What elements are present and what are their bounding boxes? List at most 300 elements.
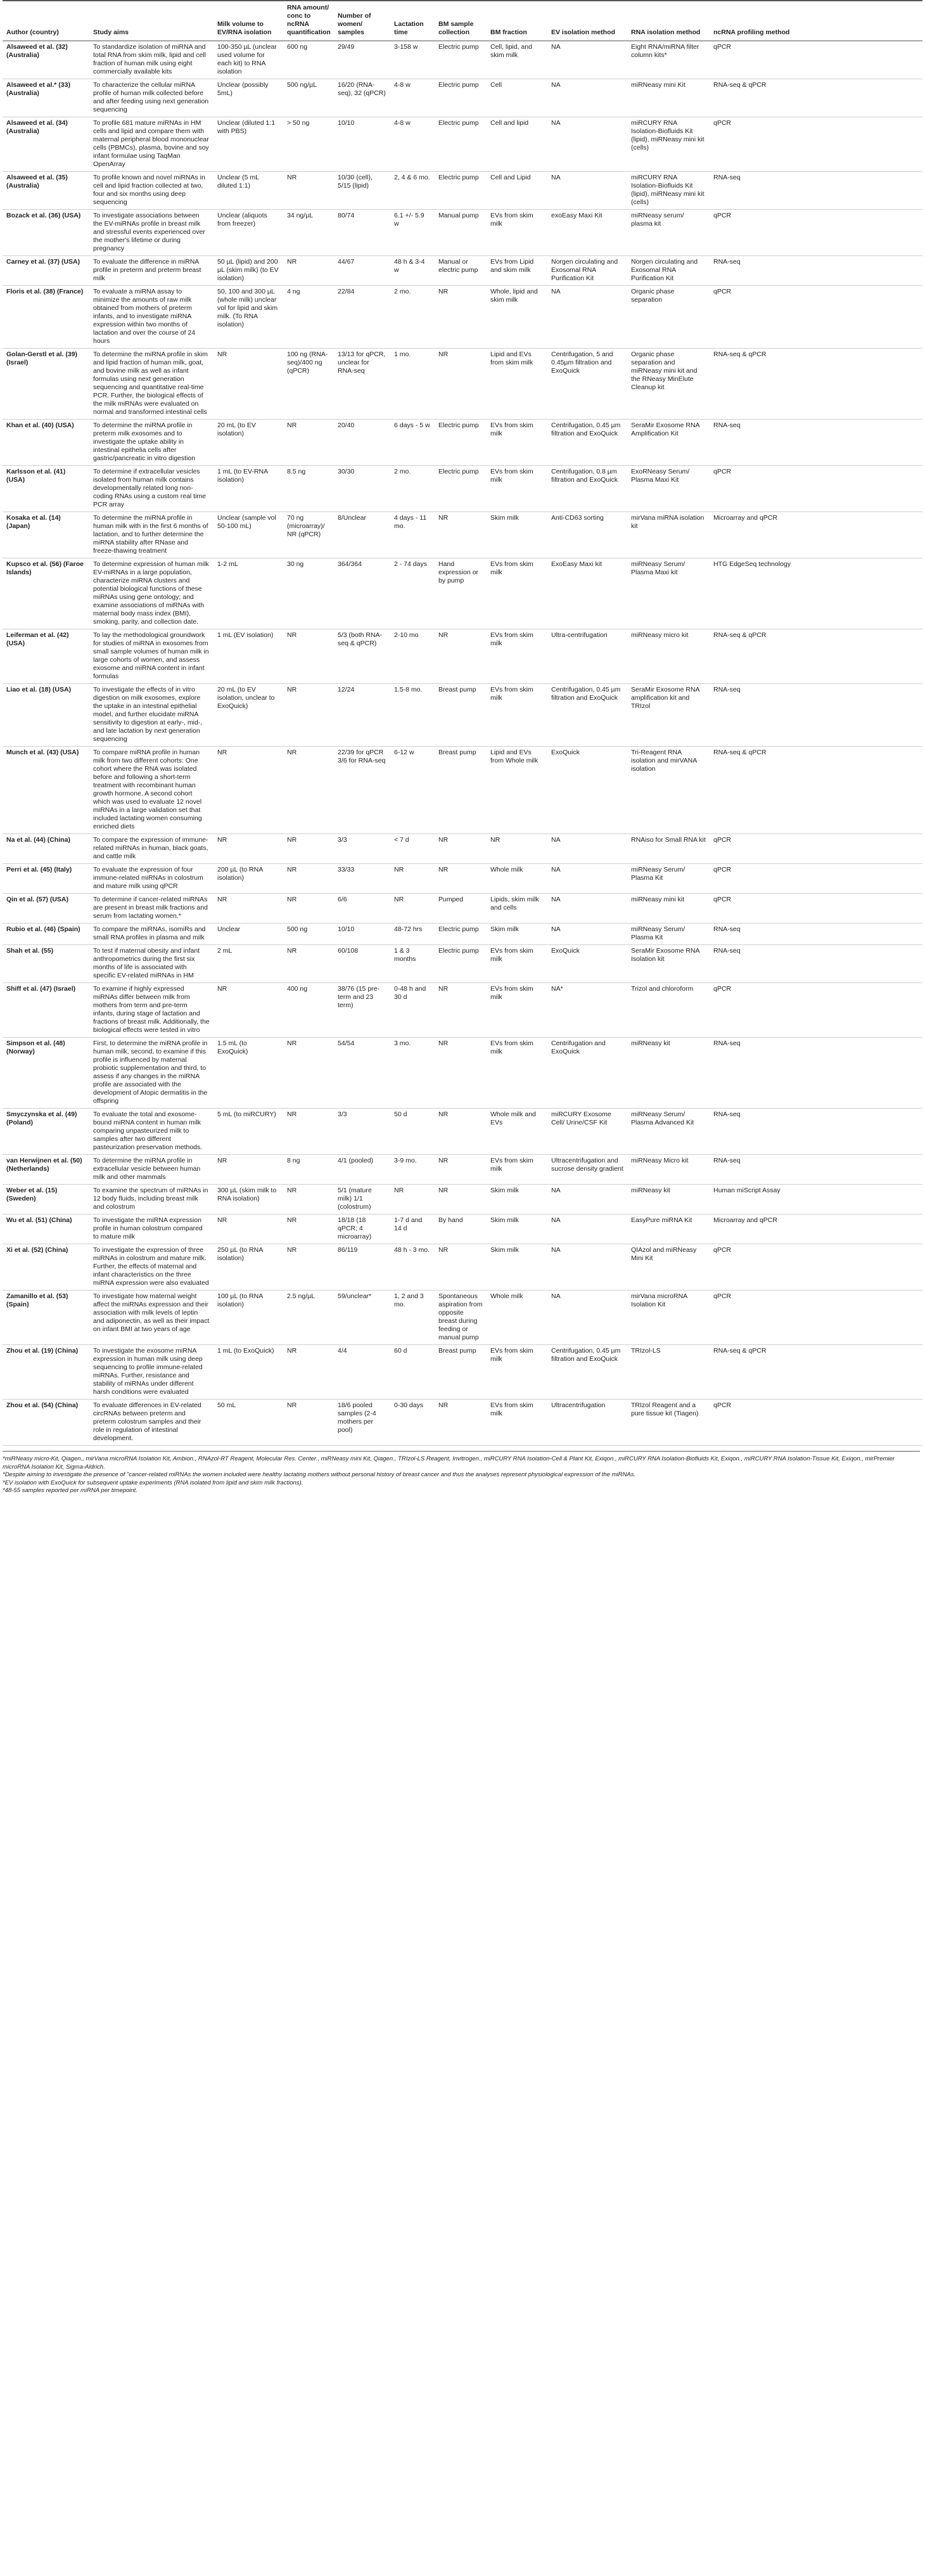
ev-isolation-cell: NA — [547, 924, 627, 945]
table-row — [3, 1038, 922, 1109]
ev-isolation-cell: Anti-CD63 sorting — [547, 512, 627, 558]
milk-volume-cell: Unclear (aliquots from freezer) — [214, 210, 283, 256]
women-samples-cell: 12/24 — [334, 684, 390, 747]
profiling-method-cell: RNA-seq — [710, 684, 922, 747]
profiling-method-cell: RNA-seq & qPCR — [710, 349, 922, 420]
ev-isolation-cell: NA — [547, 1244, 627, 1291]
women-samples-cell: 86/119 — [334, 1244, 390, 1291]
bm-fraction-cell: Skim milk — [487, 924, 547, 945]
table-row — [3, 1109, 922, 1155]
profiling-method-cell: RNA-seq & qPCR — [710, 79, 922, 117]
milk-volume-cell: 300 µL (skim milk to RNA isolation) — [214, 1185, 283, 1214]
milk-volume-cell: Unclear (possibly 5mL) — [214, 79, 283, 117]
author-cell: Xi et al. (52) (China) — [3, 1244, 89, 1291]
rna-amount-cell: 70 ng (microarray)/ NR (qPCR) — [283, 512, 334, 558]
bm-fraction-cell: Whole milk — [487, 1291, 547, 1345]
author-cell: Bozack et al. (36) (USA) — [3, 210, 89, 256]
bm-fraction-cell: EVs from skim milk — [487, 1155, 547, 1185]
study-aims-cell: To examine if highly expressed miRNAs differ between milk from mothers from term and pre-term infants, during stage of lactation and fractions of breast milk. Additionally, the biological effects were tested in vitro — [89, 983, 214, 1038]
profiling-method-cell: RNA-seq & qPCR — [710, 1345, 922, 1400]
lactation-time-cell: 6 days - 5 w — [390, 420, 435, 466]
sample-collection-cell: NR — [435, 864, 487, 894]
women-samples-cell: 38/76 (15 pre-term and 23 term) — [334, 983, 390, 1038]
bm-fraction-cell: EVs from skim milk — [487, 1345, 547, 1400]
column-header: ncRNA profiling method — [710, 1, 922, 41]
ev-isolation-cell: NA — [547, 79, 627, 117]
author-cell: Khan et al. (40) (USA) — [3, 420, 89, 466]
milk-volume-cell: Unclear (5 mL diluted 1:1) — [214, 172, 283, 210]
milk-volume-cell: 1 mL (EV isolation) — [214, 629, 283, 684]
rna-isolation-cell: miRNeasy serum/ plasma kit — [627, 210, 710, 256]
study-aims-cell: To determine the miRNA profile in extracellular vesicle between human milk and other mammals — [89, 1155, 214, 1185]
table-row — [3, 629, 922, 684]
rna-isolation-cell: miRNeasy kit — [627, 1185, 710, 1214]
table-row — [3, 117, 922, 172]
rna-amount-cell: NR — [283, 894, 334, 924]
column-header: Study aims — [89, 1, 214, 41]
rna-isolation-cell: Trizol and chloroform — [627, 983, 710, 1038]
column-header: EV isolation method — [547, 1, 627, 41]
profiling-method-cell: qPCR — [710, 864, 922, 894]
rna-isolation-cell: miRCURY RNA Isolation-Biofluids Kit (lipid), miRNeasy mini kit (cells) — [627, 117, 710, 172]
lactation-time-cell: 1 & 3 months — [390, 945, 435, 983]
rna-amount-cell: 100 ng (RNA-seq)/400 ng (qPCR) — [283, 349, 334, 420]
rna-amount-cell: 4 ng — [283, 286, 334, 349]
study-aims-cell: To determine the miRNA profile in preterm milk exosomes and to investigate the uptake ability in intestinal epithelia cells after gastric/pancreatic in vitro digestion — [89, 420, 214, 466]
rna-amount-cell: 2.5 ng/µL — [283, 1291, 334, 1345]
rna-amount-cell: 8 ng — [283, 1155, 334, 1185]
table-row — [3, 172, 922, 210]
bm-fraction-cell: Cell and Lipid — [487, 172, 547, 210]
rna-isolation-cell: Eight RNA/miRNA filter column kits* — [627, 41, 710, 79]
lactation-time-cell: 4-8 w — [390, 117, 435, 172]
column-header: Number of women/ samples — [334, 1, 390, 41]
column-header: Lactation time — [390, 1, 435, 41]
milk-volume-cell: 50 mL — [214, 1400, 283, 1446]
sample-collection-cell: Manual or electric pump — [435, 256, 487, 286]
column-header: BM sample collection — [435, 1, 487, 41]
women-samples-cell: 60/108 — [334, 945, 390, 983]
ev-isolation-cell: NA* — [547, 983, 627, 1038]
milk-volume-cell: 1-2 mL — [214, 558, 283, 629]
sample-collection-cell: NR — [435, 1244, 487, 1291]
author-cell: Qin et al. (57) (USA) — [3, 894, 89, 924]
rna-isolation-cell: RNAiso for Small RNA kit — [627, 834, 710, 864]
rna-isolation-cell: miRNeasy mini kit — [627, 894, 710, 924]
table-footnotes — [3, 1451, 920, 1495]
milk-volume-cell: 250 µL (to RNA isolation) — [214, 1244, 283, 1291]
lactation-time-cell: 48 h & 3-4 w — [390, 256, 435, 286]
ev-isolation-cell: NA — [547, 41, 627, 79]
ev-isolation-cell: NA — [547, 286, 627, 349]
table-row — [3, 420, 922, 466]
ev-isolation-cell: NA — [547, 894, 627, 924]
milk-volume-cell: NR — [214, 1214, 283, 1244]
bm-fraction-cell: Cell and lipid — [487, 117, 547, 172]
table-row — [3, 1214, 922, 1244]
study-aims-cell: To evaluate the total and exosome-bound miRNA content in human milk comparing unpasteurized milk to samples after two different pasteurization preservation methods. — [89, 1109, 214, 1155]
profiling-method-cell: RNA-seq & qPCR — [710, 629, 922, 684]
ev-isolation-cell: Centrifugation and ExoQuick — [547, 1038, 627, 1109]
study-aims-cell: To evaluate the expression of four immune-related miRNAs in colostrum and mature milk using qPCR — [89, 864, 214, 894]
study-aims-cell: To determine if cancer-related miRNAs are present in breast milk fractions and serum from lactating women.* — [89, 894, 214, 924]
study-aims-cell: To compare the miRNAs, isomiRs and small RNA profiles in plasma and milk — [89, 924, 214, 945]
women-samples-cell: 22/39 for qPCR 3/6 for RNA-seq — [334, 747, 390, 834]
rna-isolation-cell: QIAzol and miRNeasy Mini Kit — [627, 1244, 710, 1291]
bm-fraction-cell: Skim milk — [487, 1244, 547, 1291]
lactation-time-cell: 4-8 w — [390, 79, 435, 117]
lactation-time-cell: 0-48 h and 30 d — [390, 983, 435, 1038]
sample-collection-cell: Electric pump — [435, 41, 487, 79]
study-aims-cell: To standardize isolation of miRNA and total RNA from skim milk, lipid and cell fraction of human milk using eight commercially available kits — [89, 41, 214, 79]
rna-isolation-cell: TRIzol Reagent and a pure tissue kit (Tiagen) — [627, 1400, 710, 1446]
rna-isolation-cell: miRNeasy mini Kit — [627, 79, 710, 117]
rna-isolation-cell: miRNeasy Serum/ Plasma Kit — [627, 864, 710, 894]
footnote: *miRNeasy micro-Kit, Qiagen., mirVana microRNA Isolation Kit, Ambion., RNAzol-RT Reagent, Molecular Res. Center., miRNeasy mini Kit, Qiagen., TRIzol-LS Reagent, Invitrogen., miRCURY RNA Isolation-Cell & Plant Kit, Exiqon., miRCURY RNA Isolation-Biofluids Kit, Exiqon., miRCURY RNA Isolation-Tissue Kit, Exiqon., mirPremier microRNA Isolation Kit, Sigma-Aldrich. — [3, 1455, 895, 1471]
milk-volume-cell: 20 mL (to EV isolation, unclear to ExoQuick) — [214, 684, 283, 747]
rna-isolation-cell: miRCURY RNA Isolation-Biofluids Kit (lipid), miRNeasy mini kit (cells) — [627, 172, 710, 210]
sample-collection-cell: NR — [435, 286, 487, 349]
rna-isolation-cell: miRNeasy Serum/ Plasma Maxi kit — [627, 558, 710, 629]
study-aims-cell: To investigate the miRNA expression profile in human colostrum compared to mature milk — [89, 1214, 214, 1244]
sample-collection-cell: NR — [435, 1038, 487, 1109]
table-row — [3, 79, 922, 117]
column-header: Author (country) — [3, 1, 89, 41]
ev-isolation-cell: NA — [547, 834, 627, 864]
author-cell: Alsaweed et al. (35) (Australia) — [3, 172, 89, 210]
author-cell: Shiff et al. (47) (Israel) — [3, 983, 89, 1038]
table-row — [3, 1244, 922, 1291]
women-samples-cell: 4/1 (pooled) — [334, 1155, 390, 1185]
rna-amount-cell: NR — [283, 172, 334, 210]
column-header: RNA isolation method — [627, 1, 710, 41]
women-samples-cell: 10/30 (cell), 5/15 (lipid) — [334, 172, 390, 210]
bm-fraction-cell: Whole milk and EVs — [487, 1109, 547, 1155]
rna-amount-cell: 30 ng — [283, 558, 334, 629]
bm-fraction-cell: Cell — [487, 79, 547, 117]
column-header: RNA amount/ conc to ncRNA quantification — [283, 1, 334, 41]
table-row — [3, 834, 922, 864]
profiling-method-cell: RNA-seq — [710, 1155, 922, 1185]
ev-isolation-cell: ExoQuick — [547, 945, 627, 983]
milk-volume-cell: Unclear (diluted 1:1 with PBS) — [214, 117, 283, 172]
study-aims-cell: To investigate how maternal weight affect the miRNAs expression and their association with milk levels of leptin and adiponectin, as well as their impact on infant BMI at two years of age — [89, 1291, 214, 1345]
milk-volume-cell: NR — [214, 747, 283, 834]
footnote: *48-55 samples reported per miRNA per timepoint. — [3, 1487, 137, 1494]
author-cell: Wu et al. (51) (China) — [3, 1214, 89, 1244]
sample-collection-cell: NR — [435, 1400, 487, 1446]
profiling-method-cell: qPCR — [710, 1291, 922, 1345]
milk-volume-cell: 100-350 µL (unclear used volume for each kit) to RNA isolation — [214, 41, 283, 79]
rna-isolation-cell: EasyPure miRNA Kit — [627, 1214, 710, 1244]
profiling-method-cell: qPCR — [710, 894, 922, 924]
lactation-time-cell: 1-7 d and 14 d — [390, 1214, 435, 1244]
author-cell: Munch et al. (43) (USA) — [3, 747, 89, 834]
rna-amount-cell: 500 ng — [283, 924, 334, 945]
sample-collection-cell: Pumped — [435, 894, 487, 924]
rna-amount-cell: NR — [283, 1038, 334, 1109]
rna-isolation-cell: TRIzol-LS — [627, 1345, 710, 1400]
ev-isolation-cell: Norgen circulating and Exosomal RNA Purification Kit — [547, 256, 627, 286]
table-row — [3, 945, 922, 983]
bm-fraction-cell: EVs from Lipid and skim milk — [487, 256, 547, 286]
bm-fraction-cell: Skim milk — [487, 1214, 547, 1244]
rna-isolation-cell: miRNeasy Micro kit — [627, 1155, 710, 1185]
women-samples-cell: 80/74 — [334, 210, 390, 256]
study-aims-cell: To profile known and novel miRNAs in cell and lipid fraction collected at two, four and six months using deep sequencing — [89, 172, 214, 210]
author-cell: Carney et al. (37) (USA) — [3, 256, 89, 286]
milk-volume-cell: 1 mL (to ExoQuick) — [214, 1345, 283, 1400]
bm-fraction-cell: EVs from skim milk — [487, 558, 547, 629]
women-samples-cell: 3/3 — [334, 1109, 390, 1155]
profiling-method-cell: RNA-seq — [710, 945, 922, 983]
milk-volume-cell: 100 µL (to RNA isolation) — [214, 1291, 283, 1345]
milk-volume-cell: 200 µL (to RNA isolation) — [214, 864, 283, 894]
lactation-time-cell: 6-12 w — [390, 747, 435, 834]
author-cell: Perri et al. (45) (Italy) — [3, 864, 89, 894]
rna-amount-cell: 400 ng — [283, 983, 334, 1038]
author-cell: Alsaweed et al. (32) (Australia) — [3, 41, 89, 79]
milk-volume-cell: 5 mL (to miRCURY) — [214, 1109, 283, 1155]
sample-collection-cell: NR — [435, 349, 487, 420]
sample-collection-cell: Electric pump — [435, 466, 487, 512]
lactation-time-cell: < 7 d — [390, 834, 435, 864]
milk-volume-cell: 1 mL (to EV-RNA isolation) — [214, 466, 283, 512]
women-samples-cell: 30/30 — [334, 466, 390, 512]
rna-isolation-cell: SeraMir Exosome RNA amplification kit and TRIzol — [627, 684, 710, 747]
table-row — [3, 256, 922, 286]
profiling-method-cell: RNA-seq & qPCR — [710, 747, 922, 834]
table-row — [3, 512, 922, 558]
column-header: BM fraction — [487, 1, 547, 41]
women-samples-cell: 20/40 — [334, 420, 390, 466]
profiling-method-cell: qPCR — [710, 983, 922, 1038]
table-row — [3, 210, 922, 256]
rna-amount-cell: 500 ng/µL — [283, 79, 334, 117]
profiling-method-cell: qPCR — [710, 41, 922, 79]
milk-volume-cell: 2 mL — [214, 945, 283, 983]
footnote: *EV isolation with ExoQuick for subsequent uptake experiments (RNA isolated from lipid and skim milk fractions). — [3, 1479, 303, 1486]
study-aims-cell: To compare miRNA profile in human milk from two different cohorts: One cohort where the RNA was isolated before and following a short-term treatment with recombinant human growth hormone. A second cohort which was used to evaluate 12 novel miRNAs in a large validation set that included lactating women consuming enriched diets — [89, 747, 214, 834]
study-aims-cell: To determine expression of human milk EV-miRNAs in a large population, characterize miRNA clusters and potential biological functions of these miRNAs using gene ontology; and examine associations of miRNAs with maternal body mass index (BMI), smoking, parity, and collection date. — [89, 558, 214, 629]
ev-isolation-cell: Centrifugation, 5 and 0.45µm filtration and ExoQuick — [547, 349, 627, 420]
sample-collection-cell: Electric pump — [435, 945, 487, 983]
ev-isolation-cell: NA — [547, 1291, 627, 1345]
author-cell: Floris et al. (38) (France) — [3, 286, 89, 349]
rna-isolation-cell: mirVana microRNA Isolation Kit — [627, 1291, 710, 1345]
profiling-method-cell: Microarray and qPCR — [710, 512, 922, 558]
sample-collection-cell: Spontaneous aspiration from opposite breast during feeding or manual pump — [435, 1291, 487, 1345]
profiling-method-cell: qPCR — [710, 1244, 922, 1291]
lactation-time-cell: 3-9 mo. — [390, 1155, 435, 1185]
author-cell: Alsaweed et al.* (33) (Australia) — [3, 79, 89, 117]
profiling-method-cell: RNA-seq — [710, 172, 922, 210]
lactation-time-cell: 2 mo. — [390, 466, 435, 512]
table-body — [3, 41, 922, 1446]
column-header: Milk volume to EV/RNA isolation — [214, 1, 283, 41]
rna-isolation-cell: SeraMir Exosome RNA Isolation kit — [627, 945, 710, 983]
study-aims-cell: To determine if extracellular vesicles isolated from human milk contains developmentally related long non-coding RNAs using a custom real time PCR array — [89, 466, 214, 512]
lactation-time-cell: 3-158 w — [390, 41, 435, 79]
bm-fraction-cell: EVs from skim milk — [487, 1400, 547, 1446]
ev-isolation-cell: ExoEasy Maxi kit — [547, 558, 627, 629]
ev-isolation-cell: NA — [547, 117, 627, 172]
women-samples-cell: 10/10 — [334, 924, 390, 945]
author-cell: Zamanillo et al. (53) (Spain) — [3, 1291, 89, 1345]
table-row — [3, 684, 922, 747]
table-row — [3, 286, 922, 349]
table-row — [3, 558, 922, 629]
author-cell: Liao et al. (18) (USA) — [3, 684, 89, 747]
study-aims-cell: To determine the miRNA profile in human milk with in the first 6 months of lactation, and to further determine the miRNA stability after RNase and freeze-thawing treatment — [89, 512, 214, 558]
study-aims-cell: To characterize the cellular miRNA profile of human milk collected before and after feeding using next generation sequencing — [89, 79, 214, 117]
rna-amount-cell: NR — [283, 629, 334, 684]
bm-fraction-cell: EVs from skim milk — [487, 466, 547, 512]
profiling-method-cell: RNA-seq — [710, 1038, 922, 1109]
profiling-method-cell: HTG EdgeSeq technology — [710, 558, 922, 629]
rna-amount-cell: NR — [283, 1109, 334, 1155]
bm-fraction-cell: Lipids, skim milk and cells — [487, 894, 547, 924]
rna-isolation-cell: Organic phase separation — [627, 286, 710, 349]
table-row — [3, 349, 922, 420]
lactation-time-cell: 2-10 mo — [390, 629, 435, 684]
milk-volume-cell: 50 µL (lipid) and 200 µL (skim milk) (to EV isolation) — [214, 256, 283, 286]
women-samples-cell: 364/364 — [334, 558, 390, 629]
women-samples-cell: 44/67 — [334, 256, 390, 286]
bm-fraction-cell: Whole, lipid and skim milk — [487, 286, 547, 349]
lactation-time-cell: NR — [390, 864, 435, 894]
women-samples-cell: 3/3 — [334, 834, 390, 864]
women-samples-cell: 22/84 — [334, 286, 390, 349]
rna-amount-cell: NR — [283, 1185, 334, 1214]
sample-collection-cell: Hand expression or by pump — [435, 558, 487, 629]
sample-collection-cell: Electric pump — [435, 79, 487, 117]
lactation-time-cell: 2 - 74 days — [390, 558, 435, 629]
study-aims-cell: To determine the miRNA profile in skim and lipid fraction of human milk, goat, and bovine milk as well as infant formulas using next generation sequencing and quantitative real-time PCR. Further, the biological effects of the milk miRNAs were evaluated on normal and transformed intestinal cells — [89, 349, 214, 420]
rna-amount-cell: NR — [283, 1400, 334, 1446]
sample-collection-cell: Electric pump — [435, 172, 487, 210]
lactation-time-cell: 2 mo. — [390, 286, 435, 349]
author-cell: Zhou et al. (19) (China) — [3, 1345, 89, 1400]
milk-volume-cell: Unclear — [214, 924, 283, 945]
lactation-time-cell: 1 mo. — [390, 349, 435, 420]
author-cell: Na et al. (44) (China) — [3, 834, 89, 864]
table-row — [3, 894, 922, 924]
sample-collection-cell: NR — [435, 1155, 487, 1185]
milk-volume-cell: NR — [214, 894, 283, 924]
author-cell: Zhou et al. (54) (China) — [3, 1400, 89, 1446]
ev-isolation-cell: miRCURY Exosome Cell/ Urine/CSF Kit — [547, 1109, 627, 1155]
author-cell: Smyczynska et al. (49) (Poland) — [3, 1109, 89, 1155]
bm-fraction-cell: EVs from skim milk — [487, 945, 547, 983]
rna-isolation-cell: Tri-Reagent RNA isolation and mirVANA isolation — [627, 747, 710, 834]
lactation-time-cell: 50 d — [390, 1109, 435, 1155]
table-row — [3, 864, 922, 894]
lactation-time-cell: 48-72 hrs — [390, 924, 435, 945]
women-samples-cell: 29/49 — [334, 41, 390, 79]
ev-isolation-cell: Centrifugation, 0.8 µm filtration and ExoQuick — [547, 466, 627, 512]
women-samples-cell: 13/13 for qPCR, unclear for RNA-seq — [334, 349, 390, 420]
profiling-method-cell: qPCR — [710, 466, 922, 512]
ev-isolation-cell: Ultracentrifugation and sucrose density gradient — [547, 1155, 627, 1185]
table-row — [3, 747, 922, 834]
ev-isolation-cell: NA — [547, 1185, 627, 1214]
milk-volume-cell: 20 mL (to EV isolation) — [214, 420, 283, 466]
rna-isolation-cell: miRNeasy micro kit — [627, 629, 710, 684]
profiling-method-cell: RNA-seq — [710, 256, 922, 286]
ev-isolation-cell: Centrifugation, 0.45 µm filtration and ExoQuick — [547, 684, 627, 747]
author-cell: Weber et al. (15) (Sweden) — [3, 1185, 89, 1214]
sample-collection-cell: Electric pump — [435, 924, 487, 945]
rna-amount-cell: 8.5 ng — [283, 466, 334, 512]
sample-collection-cell: NR — [435, 1109, 487, 1155]
profiling-method-cell: qPCR — [710, 210, 922, 256]
table-row — [3, 1155, 922, 1185]
rna-amount-cell: NR — [283, 420, 334, 466]
profiling-method-cell: RNA-seq — [710, 1109, 922, 1155]
women-samples-cell: 33/33 — [334, 864, 390, 894]
women-samples-cell: 6/6 — [334, 894, 390, 924]
author-cell: Alsaweed et al. (34) (Australia) — [3, 117, 89, 172]
table-row — [3, 983, 922, 1038]
sample-collection-cell: Breast pump — [435, 1345, 487, 1400]
table-row — [3, 1185, 922, 1214]
profiling-method-cell: qPCR — [710, 286, 922, 349]
women-samples-cell: 8/Unclear — [334, 512, 390, 558]
rna-amount-cell: NR — [283, 945, 334, 983]
profiling-method-cell: RNA-seq — [710, 420, 922, 466]
lactation-time-cell: NR — [390, 894, 435, 924]
women-samples-cell: 59/unclear* — [334, 1291, 390, 1345]
rna-isolation-cell: SeraMir Exosome RNA Amplification Kit — [627, 420, 710, 466]
table-row — [3, 466, 922, 512]
table-row — [3, 924, 922, 945]
rna-amount-cell: NR — [283, 256, 334, 286]
women-samples-cell: 16/20 (RNA-seq), 32 (qPCR) — [334, 79, 390, 117]
bm-fraction-cell: EVs from skim milk — [487, 210, 547, 256]
bm-fraction-cell: Skim milk — [487, 1185, 547, 1214]
ev-isolation-cell: Centrifugation, 0.45 µm filtration and ExoQuick — [547, 1345, 627, 1400]
women-samples-cell: 10/10 — [334, 117, 390, 172]
study-aims-cell: To examine the spectrum of miRNAs in 12 body fluids, including breast milk and colostrum — [89, 1185, 214, 1214]
author-cell: Kosaka et al. (14) (Japan) — [3, 512, 89, 558]
rna-isolation-cell: ExoRNeasy Serum/ Plasma Maxi Kit — [627, 466, 710, 512]
ev-isolation-cell: NA — [547, 172, 627, 210]
ev-isolation-cell: Centrifugation, 0.45 µm filtration and ExoQuick — [547, 420, 627, 466]
rna-amount-cell: NR — [283, 1345, 334, 1400]
sample-collection-cell: NR — [435, 512, 487, 558]
women-samples-cell: 4/4 — [334, 1345, 390, 1400]
table-row — [3, 1400, 922, 1446]
table-row — [3, 41, 922, 79]
bm-fraction-cell: Lipid and EVs from skim milk — [487, 349, 547, 420]
lactation-time-cell: 0-30 days — [390, 1400, 435, 1446]
table-row — [3, 1291, 922, 1345]
rna-amount-cell: 34 ng/µL — [283, 210, 334, 256]
milk-volume-cell: 50, 100 and 300 µL (whole milk) unclear vol for lipid and skim milk. (To RNA isolation) — [214, 286, 283, 349]
bm-fraction-cell: EVs from skim milk — [487, 983, 547, 1038]
bm-fraction-cell: Lipid and EVs from Whole milk — [487, 747, 547, 834]
study-aims-cell: To evaluate a miRNA assay to minimize the amounts of raw milk obtained from mothers of preterm infants, and to investigate miRNA expression within two months of lactation and over the course of 24 hours — [89, 286, 214, 349]
ev-isolation-cell: Ultracentrifugation — [547, 1400, 627, 1446]
study-aims-cell: To compare the expression of immune-related miRNAs in human, black goats, and cattle milk — [89, 834, 214, 864]
lactation-time-cell: 1, 2 and 3 mo. — [390, 1291, 435, 1345]
ev-isolation-cell: exoEasy Maxi Kit — [547, 210, 627, 256]
rna-isolation-cell: miRNeasy kit — [627, 1038, 710, 1109]
lactation-time-cell: 6.1 +/- 5.9 w — [390, 210, 435, 256]
profiling-method-cell: qPCR — [710, 834, 922, 864]
women-samples-cell: 54/54 — [334, 1038, 390, 1109]
